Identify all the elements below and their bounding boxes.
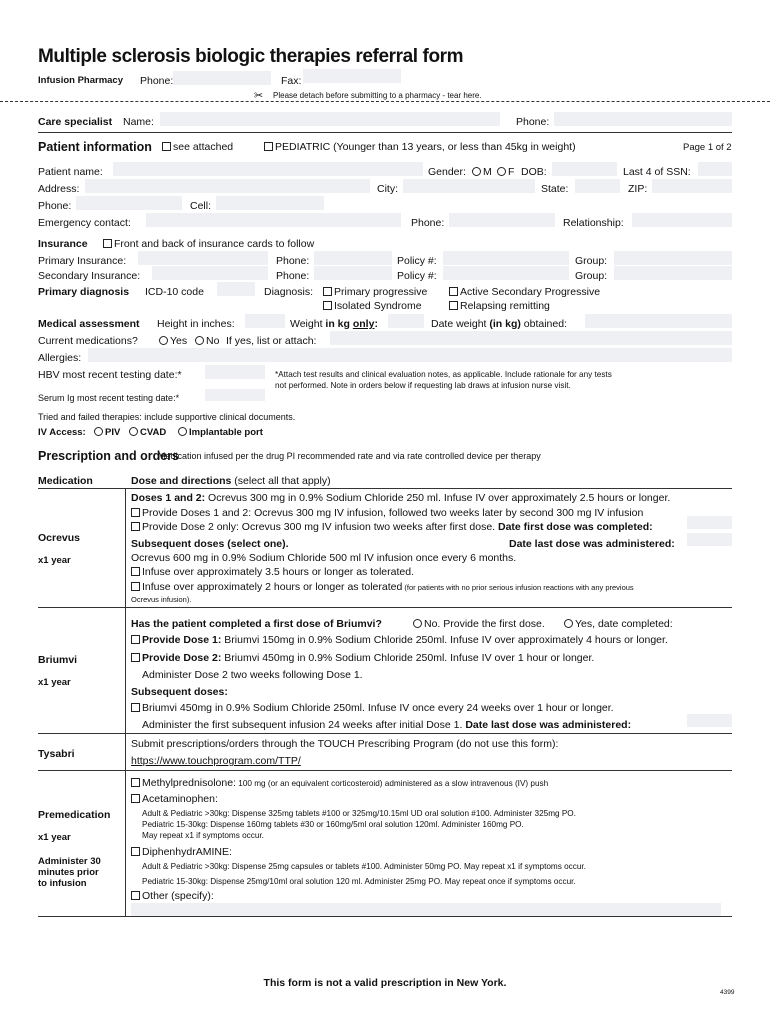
gender-f-label: F [508,166,515,178]
primary-progressive-label: Primary progressive [334,286,428,298]
checkbox[interactable] [131,847,140,856]
briumvi-last-dose-label: Date last dose was administered: [465,719,632,731]
ocrevus-2-hours-note-2: Ocrevus infusion). [131,595,192,604]
briumvi-last-dose-field[interactable] [687,714,732,727]
other-premed-field[interactable] [131,903,721,917]
scissors-icon: ✂ [254,90,264,102]
page-number: Page 1 of 2 [683,142,732,153]
secondary-insurance-label: Secondary Insurance: [38,270,141,282]
hbv-label: HBV most recent testing date:* [38,369,182,381]
meds-yes-option[interactable] [159,335,187,347]
col-dose-header [131,475,331,487]
radio[interactable] [195,336,204,345]
pharmacy-fax-field[interactable] [303,69,401,83]
gender-m-label: M [483,166,492,178]
primary-insurance-label: Primary Insurance: [38,255,127,267]
briumvi-no-option[interactable] [413,618,545,630]
briumvi-subsequent-text: Briumvi 450mg in 0.9% Sodium Chloride 250ml. Infuse IV once every 24 weeks over 1 hour or longer. [142,702,614,714]
premed-name: Premedication [38,809,111,821]
ocrevus-doses-1-2-text: Ocrevus 300 mg in 0.9% Sodium Chloride 250 ml. Infuse IV over approximately 2.5 hours or longer. [205,492,671,504]
weight-colon: : [374,318,378,330]
radio[interactable] [178,427,187,436]
cell-label: Cell: [190,200,212,212]
checkbox[interactable] [323,301,332,310]
emergency-label: Emergency contact: [38,217,131,229]
orders-header: Prescription and orders [38,449,180,463]
relationship-field[interactable] [632,213,732,227]
ocrevus-first-dose-date-label: Date first dose was completed: [498,521,653,533]
orders-sub: Medication infused per the drug PI recommended rate and via rate controlled device per therapy [158,451,541,461]
active-secondary-label: Active Secondary Progressive [460,286,601,298]
secondary-ins-phone-field[interactable] [314,266,392,280]
ocrevus-first-dose-date-field[interactable] [687,516,732,529]
checkbox[interactable] [131,653,140,662]
premed-admin-1: Administer 30 [38,856,101,867]
current-meds-field[interactable] [330,331,732,345]
column-divider [125,488,126,916]
relapsing-remitting-label: Relapsing remitting [460,300,550,312]
care-phone-label: Phone: [516,116,550,128]
ocrevus-provide-both-label: Provide Doses 1 and 2: Ocrevus 300 mg IV infusion, followed two weeks later by second 300 mg IV infusion [142,507,644,519]
secondary-policy-label: Policy #: [397,270,437,282]
primary-policy-field[interactable] [443,251,569,265]
briumvi-subsequent-note [142,719,631,731]
checkbox[interactable] [131,567,140,576]
state-field[interactable] [575,179,620,193]
current-meds-label: Current medications? [38,335,138,347]
radio[interactable] [472,167,481,176]
briumvi-subsequent-timing: Administer the first subsequent infusion 24 weeks after initial Dose 1. [142,719,463,731]
briumvi-yes-option[interactable] [564,618,673,630]
relationship-label: Relationship: [563,217,624,229]
briumvi-dose2-label: Provide Dose 2: [142,652,222,664]
form-code: 4399 [720,989,735,996]
cvad-label: CVAD [140,427,167,438]
date-weight-obtained: obtained: [520,318,567,330]
care-phone-field[interactable] [554,112,732,126]
checkbox[interactable] [131,522,140,531]
patient-name-label: Patient name: [38,166,103,178]
ocrevus-2-hours-note: (for patients with no prior serious infusion reactions with any previous [402,583,634,592]
acetaminophen-option[interactable] [131,793,218,805]
phone-label: Phone: [38,200,72,212]
tysabri-instructions: Submit prescriptions/orders through the TOUCH Prescribing Program (do not use this form): [131,738,559,750]
ocrevus-doses-1-2: Doses 1 and 2: [131,492,206,504]
allergies-label: Allergies: [38,352,82,364]
meds-no-option[interactable] [195,335,219,347]
briumvi-dose2-note: Administer Dose 2 two weeks following Dose 1. [142,669,363,681]
height-field[interactable] [245,314,285,328]
acetaminophen-adult: Adult & Pediatric >30kg: Dispense 325mg tablets #100 or 325mg/10.15ml UD oral solution #100. Administer 325mg PO. [142,809,576,818]
zip-field[interactable] [652,179,732,193]
pharmacy-label: Infusion Pharmacy [38,75,123,86]
emergency-phone-label: Phone: [411,217,445,229]
checkbox[interactable] [131,703,140,712]
cvad-option[interactable] [129,427,166,438]
active-secondary-option[interactable] [449,286,600,298]
tear-line [0,101,770,102]
tysabri-name: Tysabri [38,748,75,760]
secondary-insurance-field[interactable] [152,266,268,280]
gender-f-option[interactable] [497,166,514,178]
secondary-ins-phone-label: Phone: [276,270,310,282]
patient-header: Patient information [38,140,152,154]
medical-label: Medical assessment [38,318,140,330]
ocrevus-2-hours-option[interactable] [131,581,634,593]
briumvi-dose1-option[interactable] [131,634,668,646]
checkbox[interactable] [162,142,171,151]
ocrevus-provide-dose2-label: Provide Dose 2 only: Ocrevus 300 mg IV infusion two weeks after first dose. [142,521,496,533]
phone-field[interactable] [76,196,182,210]
isolated-syndrome-label: Isolated Syndrome [334,300,422,312]
briumvi-subsequent-option[interactable] [131,702,614,714]
checkbox[interactable] [131,508,140,517]
checkbox[interactable] [131,778,140,787]
checkbox[interactable] [264,142,273,151]
checkbox[interactable] [131,635,140,644]
cell-field[interactable] [216,196,324,210]
care-name-label: Name: [123,116,154,128]
checkbox[interactable] [103,239,112,248]
pharmacy-fax-label: Fax: [281,75,302,87]
radio[interactable] [129,427,138,436]
ssn-label: Last 4 of SSN: [623,166,691,178]
checkbox[interactable] [131,794,140,803]
page-title: Multiple sclerosis biologic therapies referral form [38,46,464,67]
ocrevus-last-dose-field[interactable] [687,533,732,546]
methylprednisolone-label: Methylprednisolone: [142,777,236,789]
divider [38,607,732,608]
premed-admin-3: to infusion [38,878,87,889]
ocrevus-3-5-hours-label: Infuse over approximately 3.5 hours or longer as tolerated. [142,566,414,578]
iv-access-label: IV Access: [38,427,86,438]
primary-insurance-field[interactable] [138,251,268,265]
primary-ins-phone-field[interactable] [314,251,392,265]
ocrevus-name: Ocrevus [38,532,81,544]
methylprednisolone-detail: 100 mg (or an equivalent corticosteroid) administered as a slow intravenous (IV) push [235,779,549,788]
serum-field[interactable] [205,389,265,401]
ocrevus-duration: x1 year [38,555,71,566]
methylprednisolone-option[interactable] [131,777,548,789]
care-name-field[interactable] [160,112,500,126]
col-dose-note: (select all that apply) [231,475,331,487]
height-label: Height in inches: [157,318,235,330]
see-attached-label: see attached [173,141,234,153]
ocrevus-subsequent-label: Subsequent doses (select one). [131,538,289,550]
primary-policy-label: Policy #: [397,255,437,267]
see-attached-option[interactable] [162,141,233,153]
address-label: Address: [38,183,80,195]
checkbox[interactable] [131,891,140,900]
pediatric-label: PEDIATRIC (Younger than 13 years, or less than 45kg in weight) [275,141,576,153]
insurance-cards-label: Front and back of insurance cards to follow [114,238,315,250]
port-label: Implantable port [189,427,263,438]
weight-text: Weight [290,318,326,330]
city-label: City: [377,183,398,195]
dob-field[interactable] [552,162,617,176]
insurance-cards-option[interactable] [103,238,314,250]
pharmacy-phone-label: Phone: [140,75,174,87]
if-yes-label: If yes, list or attach: [226,335,317,347]
attach-note-1: *Attach test results and clinical evaluation notes, as applicable. Include rationale for any tests [275,370,612,379]
diphenhydramine-pediatric: Pediatric 15-30kg: Dispense 25mg/10ml oral solution 120 ml. Administer 25mg PO. May repeat once if symptoms occur. [142,877,576,886]
briumvi-dose2-option[interactable] [131,652,594,664]
diphenhydramine-adult: Adult & Pediatric >30kg: Dispense 25mg capsules or tablets #100. Administer 50mg PO. May repeat x1 if symptoms occur. [142,862,586,871]
relapsing-remitting-option[interactable] [449,300,550,312]
diag-label: Diagnosis: [264,286,314,298]
weight-only: only [352,318,375,330]
col-dose: Dose and directions [131,475,232,487]
briumvi-no-label: No. Provide the first dose. [424,618,545,630]
acetaminophen-repeat: May repeat x1 if symptoms occur. [142,831,264,840]
attach-note-2: not performed. Note in orders below if requesting lab draws at infusion nurse visit. [275,381,571,390]
tysabri-link[interactable]: https://www.touchprogram.com/TTP/ [131,755,301,767]
meds-yes-label: Yes [170,335,188,347]
checkbox[interactable] [449,301,458,310]
weight-label [290,318,378,330]
briumvi-dose2-text: Briumvi 450mg in 0.9% Sodium Chloride 250ml. Infuse IV over 1 hour or longer. [221,652,595,664]
secondary-group-field[interactable] [614,266,732,280]
briumvi-name: Briumvi [38,654,78,666]
checkbox[interactable] [323,287,332,296]
hbv-field[interactable] [205,365,265,379]
patient-name-field[interactable] [113,162,423,176]
briumvi-duration: x1 year [38,677,71,688]
diphenhydramine-label: DiphenhydrAMINE: [142,846,232,858]
primary-ins-phone-label: Phone: [276,255,310,267]
diphenhydramine-option[interactable] [131,846,232,858]
pediatric-option[interactable] [264,141,576,153]
piv-label: PIV [105,427,121,438]
checkbox[interactable] [449,287,458,296]
briumvi-question: Has the patient completed a first dose of Briumvi? [131,618,382,630]
date-weight-unit: (in kg) [489,318,521,330]
piv-option[interactable] [94,427,120,438]
dob-label: DOB: [521,166,547,178]
state-label: State: [541,183,569,195]
meds-no-label: No [206,335,220,347]
care-label: Care specialist [38,116,113,128]
detach-note: Please detach before submitting to a pharmacy - tear here. [273,91,482,100]
premed-duration: x1 year [38,832,71,843]
premed-admin-2: minutes prior [38,867,99,878]
date-weight-text: Date weight [431,318,490,330]
isolated-syndrome-option[interactable] [323,300,422,312]
radio[interactable] [564,619,573,628]
radio[interactable] [497,167,506,176]
acetaminophen-pediatric: Pediatric 15-30kg: Dispense 160mg tablets #30 or 160mg/5ml oral solution 120ml. Administer 160mg PO. [142,820,524,829]
icd-label: ICD-10 code [145,286,204,298]
insurance-label: Insurance [38,238,88,250]
ocrevus-provide-dose2-option[interactable] [131,521,653,533]
ocrevus-3-5-hours-option[interactable] [131,566,414,578]
date-weight-label [431,318,567,330]
briumvi-dose1-label: Provide Dose 1: [142,634,222,646]
divider [38,488,732,489]
ocrevus-2-hours-label: Infuse over approximately 2 hours or longer as tolerated [142,581,403,593]
primary-group-label: Group: [575,255,608,267]
ocrevus-maintenance: Ocrevus 600 mg in 0.9% Sodium Chloride 500 ml IV infusion once every 6 months. [131,552,517,564]
icd-field[interactable] [217,282,255,296]
acetaminophen-label: Acetaminophen: [142,793,218,805]
emergency-field[interactable] [146,213,401,227]
briumvi-dose1-text: Briumvi 150mg in 0.9% Sodium Chloride 250ml. Infuse IV over approximately 4 hours or longer. [221,634,668,646]
diagnosis-label: Primary diagnosis [38,286,130,298]
divider [38,132,732,133]
address-field[interactable] [85,179,370,193]
secondary-policy-field[interactable] [443,266,569,280]
zip-label: ZIP: [628,183,648,195]
weight-field[interactable] [388,314,424,328]
emergency-phone-field[interactable] [449,213,555,227]
radio[interactable] [159,336,168,345]
date-weight-field[interactable] [585,314,732,328]
divider [38,916,732,917]
briumvi-subsequent-label: Subsequent doses: [131,686,228,698]
ssn-field[interactable] [698,162,732,176]
serum-label: Serum Ig most recent testing date:* [38,393,180,403]
divider [38,770,732,771]
tried-failed-label: Tried and failed therapies: include supportive clinical documents. [38,412,296,422]
primary-group-field[interactable] [614,251,732,265]
checkbox[interactable] [131,582,140,591]
briumvi-yes-label: Yes, date completed: [575,618,673,630]
pharmacy-phone-field[interactable] [173,71,271,85]
weight-unit: in kg [325,318,353,330]
secondary-group-label: Group: [575,270,608,282]
gender-label: Gender: [428,166,466,178]
radio[interactable] [413,619,422,628]
ocrevus-provide-both-option[interactable] [131,507,643,519]
gender-m-option[interactable] [472,166,492,178]
divider [38,733,732,734]
port-option[interactable] [178,427,263,438]
footer-notice: This form is not a valid prescription in New York. [263,977,507,989]
other-premed-option[interactable] [131,890,214,902]
ocrevus-last-dose-label: Date last dose was administered: [509,538,675,550]
col-medication: Medication [38,475,93,487]
ocrevus-line-1 [131,492,670,504]
other-premed-label: Other (specify): [142,890,214,902]
primary-progressive-option[interactable] [323,286,427,298]
allergies-field[interactable] [88,348,732,362]
radio[interactable] [94,427,103,436]
city-field[interactable] [403,179,535,193]
